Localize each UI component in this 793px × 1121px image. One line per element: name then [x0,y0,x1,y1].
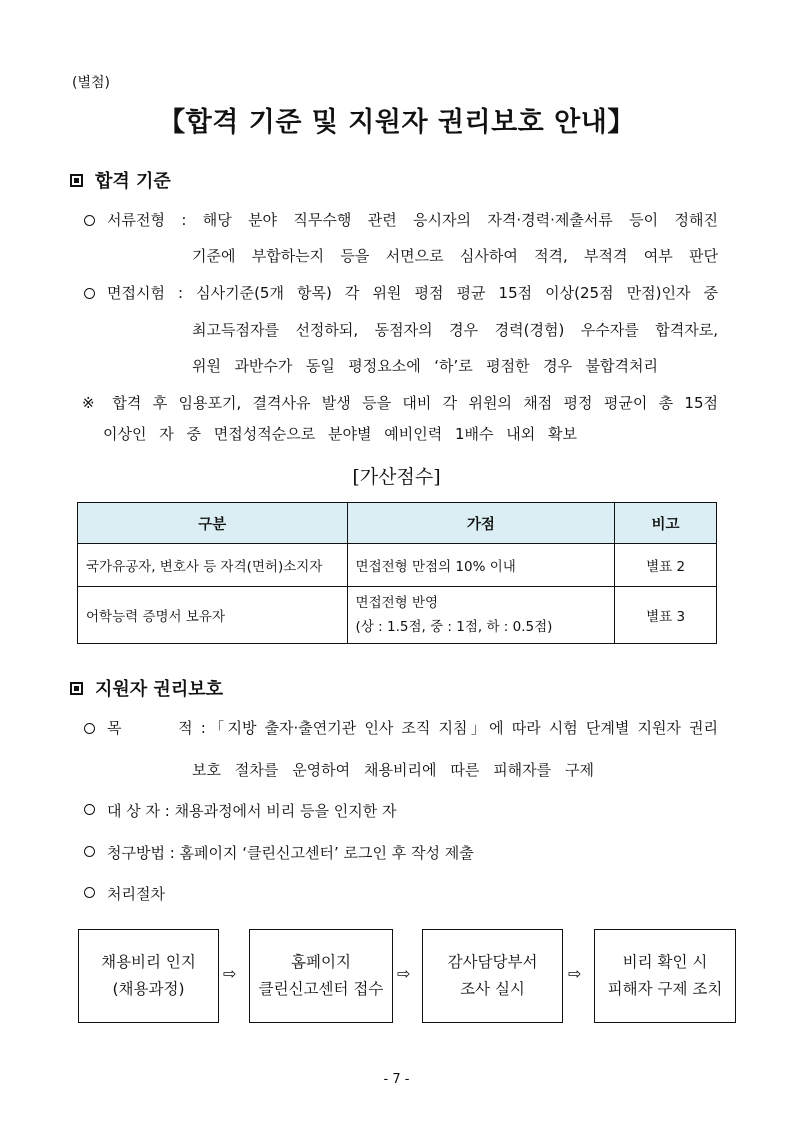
circle-bullet-icon [84,215,95,226]
flow-step-line1: 비리 확인 시 [622,953,708,971]
page-number: - 7 - [383,1072,410,1087]
points-detail: (상 : 1.5점, 중 : 1점, 하 : 0.5점) [355,619,553,635]
table-cell-remark: 별표 2 [615,544,717,587]
arrow-right-icon: ⇨ [397,964,411,983]
interview-cont-1: 최고득점자를 선정하되, 동점자의 경우 경력(경험) 우수자를 합격자로, [192,321,718,339]
table-row [78,587,717,644]
bonus-points-table [77,502,717,644]
circle-bullet-icon [84,723,95,734]
points-text: 면접전형 반영 [355,595,439,611]
table-header-row [78,503,717,544]
points-text: 면접전형 만점의 10% 이내 [355,559,516,575]
target-line [84,804,397,819]
table-header: 가점 [347,503,615,544]
section-heading-text: 지원자 권리보호 [95,679,223,700]
flow-step-line1: 감사담당부서 [447,953,538,971]
section-heading-text: 합격 기준 [95,171,171,192]
note-line-2: 이상인 자 중 면접성적순으로 분야별 예비인력 1배수 내외 확보 [103,425,577,443]
doc-screening-text: 서류전형 : 해당 분야 직무수행 관련 응시자의 자격·경력·제출서류 등이 정해진 [107,211,718,229]
table-cell-points [347,544,615,587]
purpose-line [84,721,718,736]
flow-step-line2: 피해자 구제 조치 [607,980,723,998]
flow-step-3 [422,929,563,1023]
table-header: 비고 [615,503,717,544]
interview-text: 면접시험 : 심사기준(5개 항목) 각 위원 평점 평균 15점 이상(25점 만점)인자 중 [107,284,718,302]
flow-step-4 [594,929,736,1023]
table-cell-points [347,587,615,644]
table-row [78,544,717,587]
interview-line [84,286,718,301]
flow-step-line1: 채용비리 인지 [101,953,196,971]
annex-label: (별첨) [72,75,110,91]
flow-step-1 [78,929,219,1023]
target-text: 대 상 자 : 채용과정에서 비리 등을 인지한 자 [107,802,397,820]
flow-step-line2: 클린신고센터 접수 [258,980,384,998]
section-heading-rights [70,675,223,701]
page-title: 【합격 기준 및 지원자 권리보호 안내】 [158,107,635,138]
process-text: 처리절차 [107,885,165,903]
circle-bullet-icon [84,887,95,898]
interview-cont-2: 위원 과반수가 동일 평정요소에 ‘하’로 평점한 경우 불합격처리 [192,357,658,375]
flow-step-line2: (채용과정) [112,980,185,998]
arrow-right-icon: ⇨ [568,964,582,983]
flow-step-2 [249,929,393,1023]
method-text: 청구방법 : 홈페이지 ‘클린신고센터’ 로그인 후 작성 제출 [107,844,474,862]
table-cell-category: 어학능력 증명서 보유자 [78,587,348,644]
flow-step-line2: 조사 실시 [460,980,525,998]
doc-screening-line [84,213,718,228]
circle-bullet-icon [84,846,95,857]
doc-screening-cont: 기준에 부합하는지 등을 서면으로 심사하여 적격, 부적격 여부 판단 [192,247,718,265]
note-line-1: ※ 합격 후 임용포기, 결격사유 발생 등을 대비 각 위원의 채점 평정 평균이 총 15점 [82,394,718,412]
circle-bullet-icon [84,804,95,815]
method-line [84,846,474,861]
process-line [84,887,165,902]
section-heading-pass-criteria [70,167,171,193]
table-header: 구분 [78,503,348,544]
purpose-text: 목 적 :「지방 출자·출연기관 인사 조직 지침」에 따라 시험 단계별 지원자 권리 [107,719,718,737]
circle-bullet-icon [84,288,95,299]
table-cell-remark: 별표 3 [615,587,717,644]
bonus-table-title: [가산점수] [352,466,441,488]
arrow-right-icon: ⇨ [223,964,237,983]
flow-step-line1: 홈페이지 [291,953,351,971]
purpose-cont: 보호 절차를 운영하여 채용비리에 따른 피해자를 구제 [192,761,594,779]
table-cell-category: 국가유공자, 변호사 등 자격(면허)소지자 [78,544,348,587]
square-bullet-icon [70,682,83,695]
square-bullet-icon [70,174,83,187]
